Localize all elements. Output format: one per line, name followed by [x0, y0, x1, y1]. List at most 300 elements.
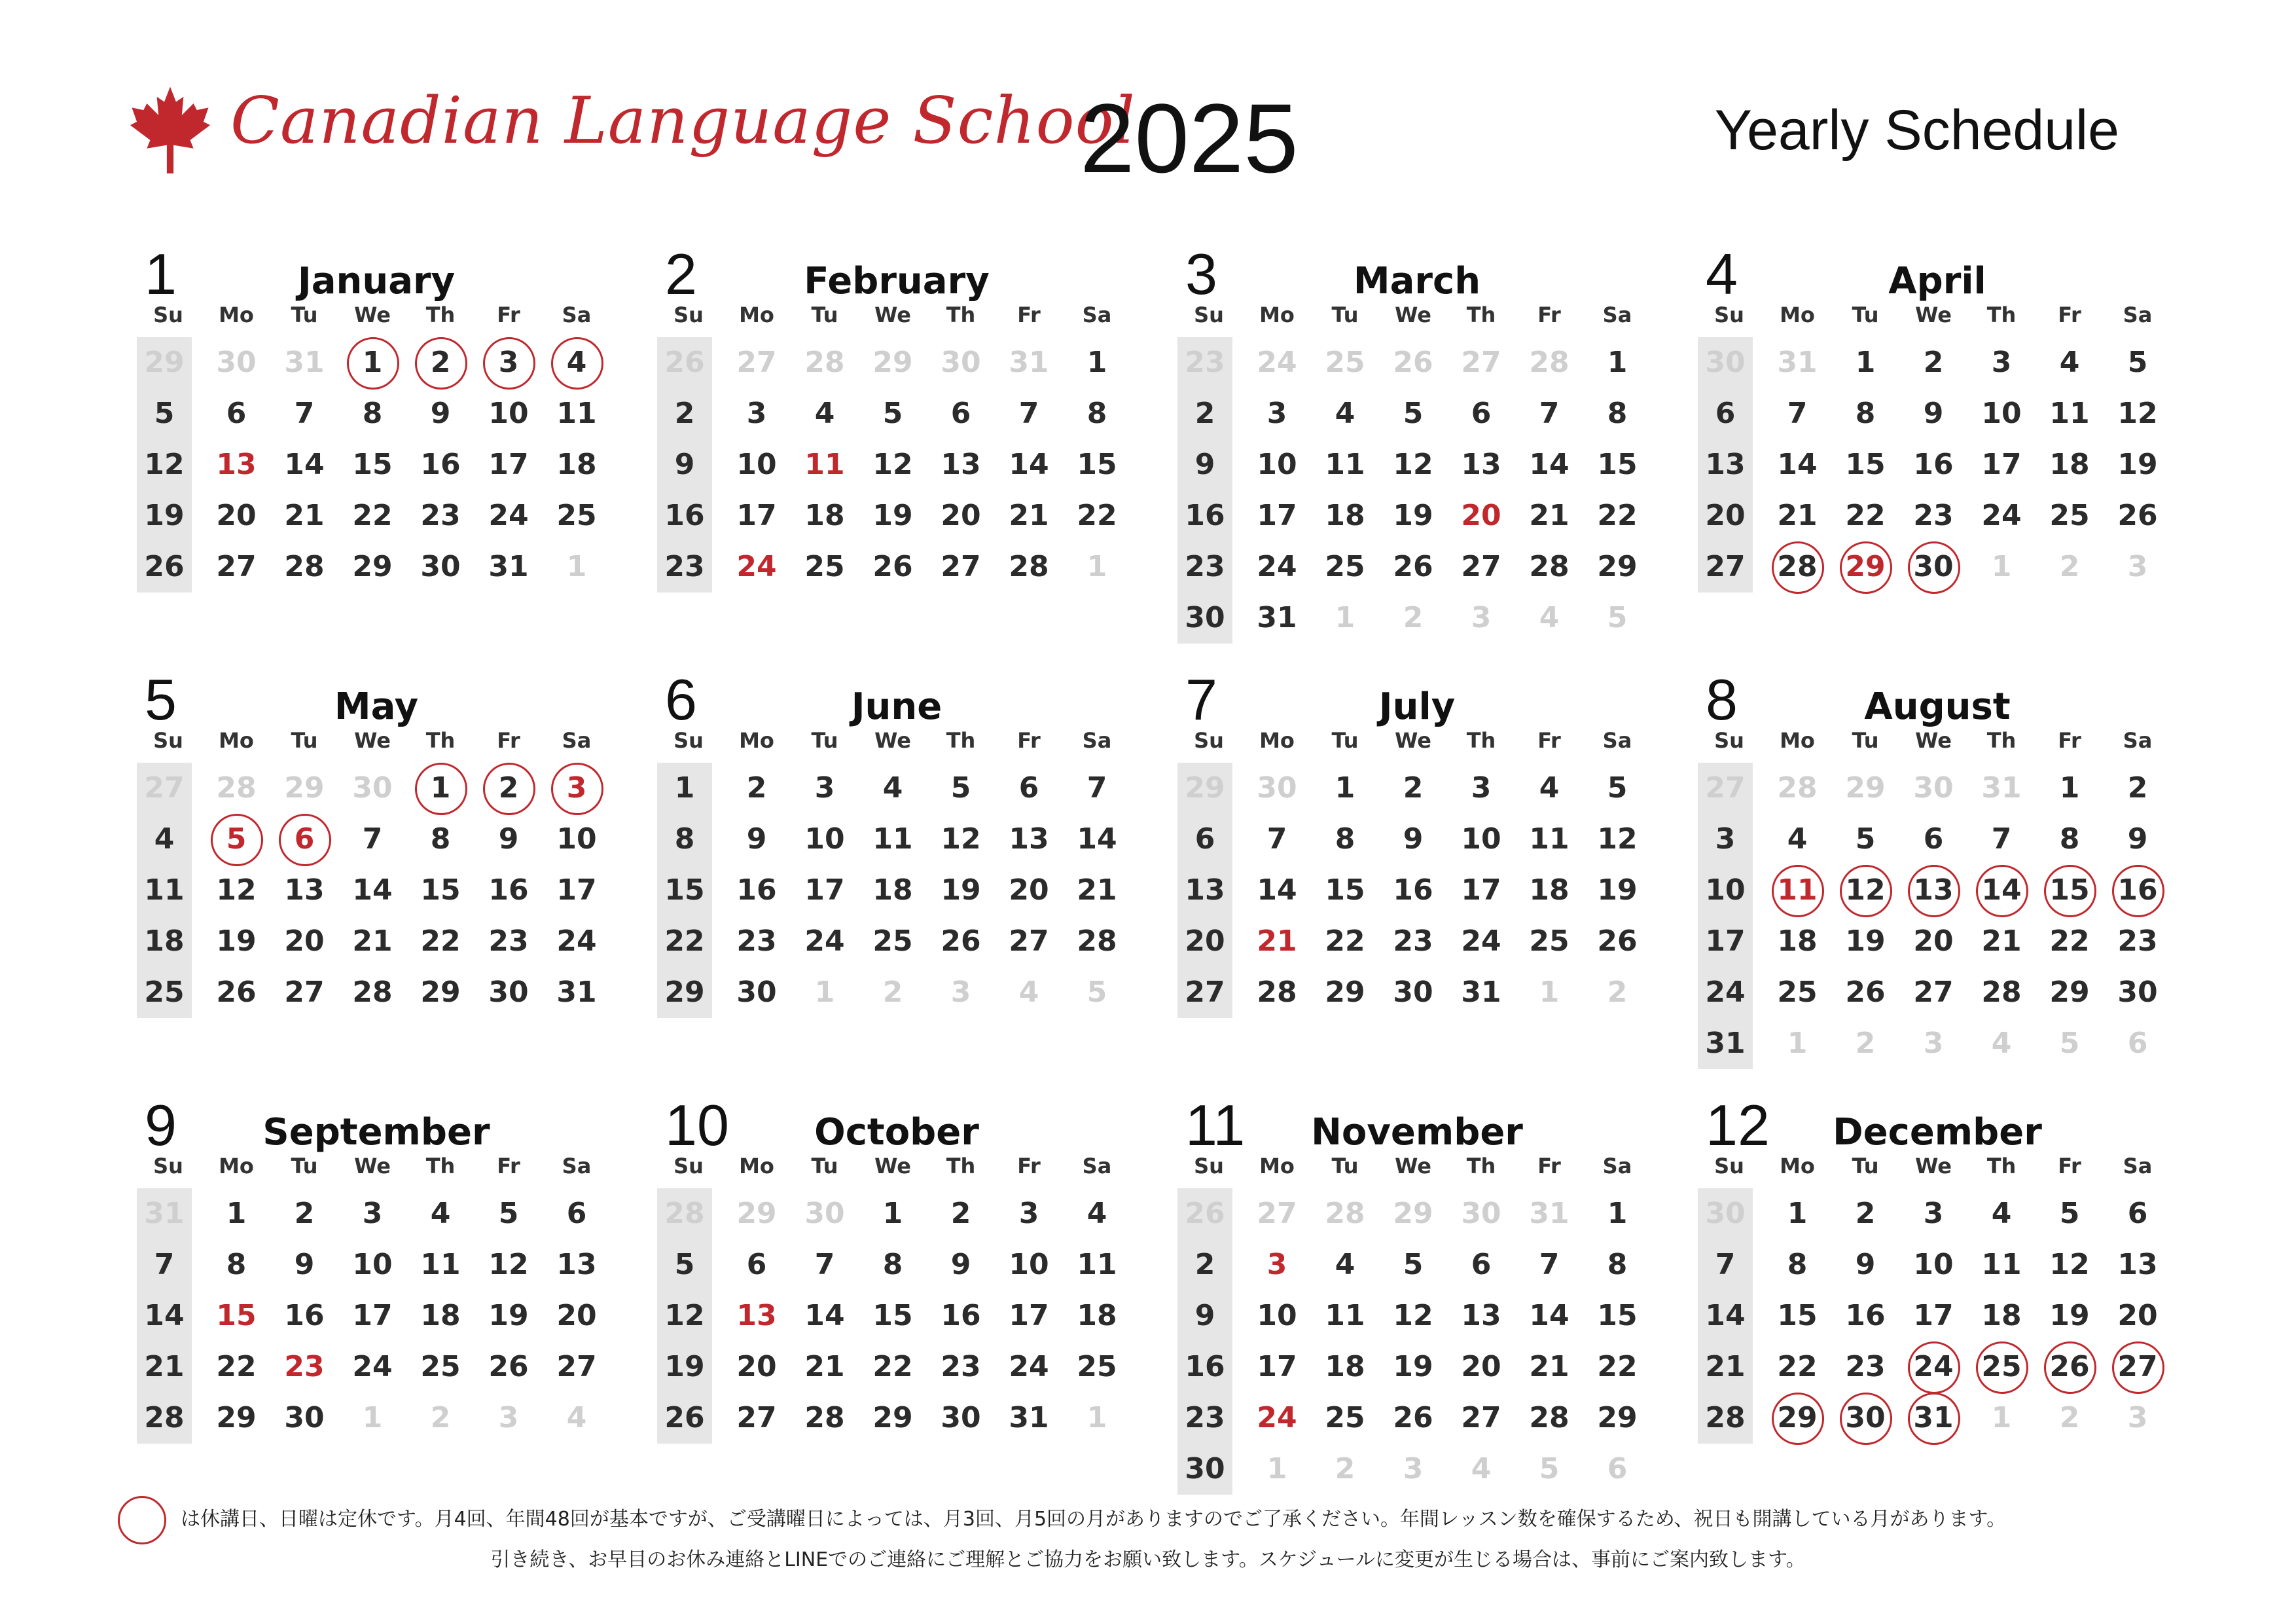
day-number: 2: [1855, 1027, 1876, 1060]
day-cell: [1695, 1188, 1755, 1239]
weekday-label: Fr: [497, 1154, 520, 1178]
day-number: 31: [488, 550, 529, 583]
day-number: 21: [144, 1350, 185, 1383]
closed-day-ring: [1976, 865, 2028, 917]
day-cell: [1447, 916, 1515, 967]
day-number: 9: [1194, 1299, 1215, 1332]
day-number: 6: [566, 1197, 587, 1230]
day-number: 21: [1257, 924, 1297, 958]
day-cell: [859, 388, 927, 439]
day-number: 25: [872, 924, 913, 958]
weekday-header: [1695, 301, 2179, 329]
day-cell: [406, 967, 475, 1018]
weekday-label: Tu: [811, 1154, 838, 1178]
day-number: 25: [1325, 550, 1365, 583]
day-number: 30: [941, 346, 981, 379]
day-number: 30: [1185, 1452, 1225, 1486]
day-cell: [1831, 490, 1899, 541]
day-number: 28: [1009, 550, 1049, 583]
day-number: 29: [144, 346, 185, 379]
weekday-label: Th: [1466, 302, 1496, 327]
day-cell: [1515, 593, 1583, 644]
day-number: 1: [1086, 1401, 1107, 1434]
day-number: 29: [352, 550, 393, 583]
day-number: 23: [420, 499, 461, 532]
day-number: 16: [1185, 1350, 1225, 1383]
day-number: 16: [1393, 873, 1433, 907]
day-number: 24: [1257, 550, 1297, 583]
weekday-label: Mo: [1780, 302, 1815, 327]
day-cell: [723, 1393, 791, 1444]
day-cell: [406, 1341, 475, 1393]
day-cell: [1695, 763, 1755, 814]
day-number: 4: [2059, 346, 2080, 379]
month-name: August: [1864, 685, 2011, 728]
day-cell: [134, 763, 194, 814]
day-cell: [859, 490, 927, 541]
day-cell: [338, 1393, 406, 1444]
day-number: 4: [1991, 1027, 2012, 1060]
footnote-line-1: は休講日、日曜は定休です。月4回、年間48回が基本ですが、ご受講曜日によっては、月3回、月5回の月がありますのでご了承ください。年間レッスン数を確保するため、祝日も開講している月があります。: [181, 1508, 2007, 1531]
day-number: 14: [1529, 448, 1570, 481]
day-cell: [1967, 967, 2036, 1018]
day-number: 29: [284, 771, 325, 805]
day-cell: [2104, 388, 2172, 439]
day-cell: [1583, 1341, 1651, 1393]
day-cell: [1515, 865, 1583, 916]
day-number: 10: [736, 448, 777, 481]
day-cell: [475, 916, 543, 967]
day-cell: [1175, 1444, 1235, 1495]
day-number: 30: [1913, 771, 1954, 805]
day-cell: [1967, 541, 2036, 593]
day-number: 13: [1913, 873, 1954, 907]
day-number: 28: [284, 550, 325, 583]
day-number: 22: [420, 924, 461, 958]
day-cell: [995, 763, 1063, 814]
month-name: December: [1833, 1111, 2042, 1154]
closed-day-ring: [279, 814, 331, 866]
day-number: 27: [736, 1401, 777, 1434]
day-cell: [1447, 1188, 1515, 1239]
day-cell: [543, 1188, 611, 1239]
day-cell: [927, 541, 995, 593]
day-number: 1: [1539, 976, 1560, 1009]
closed-day-cell: [543, 763, 611, 814]
day-number: 26: [2117, 499, 2158, 532]
day-number: 2: [2059, 550, 2080, 583]
closed-day-cell: [543, 337, 611, 388]
weekday-label: Su: [153, 1154, 183, 1178]
day-number: 20: [1009, 873, 1049, 907]
day-number: 28: [1777, 771, 1818, 805]
day-number: 30: [1705, 346, 1746, 379]
month-name: January: [297, 260, 456, 302]
day-number: 15: [1077, 448, 1117, 481]
day-number: 18: [1077, 1299, 1117, 1332]
day-cell: [723, 1341, 791, 1393]
day-number: 14: [352, 873, 393, 907]
day-number: 28: [804, 346, 845, 379]
day-cell: [2104, 541, 2172, 593]
day-cell: [406, 388, 475, 439]
day-number: 15: [2049, 873, 2090, 907]
closed-day-cell: [1763, 541, 1831, 593]
day-cell: [1515, 916, 1583, 967]
day-cell: [475, 1290, 543, 1341]
day-number: 11: [2049, 397, 2090, 430]
day-number: 3: [814, 771, 835, 805]
day-number: 16: [1913, 448, 1954, 481]
weekday-header: [1175, 726, 1659, 755]
day-number: 26: [216, 976, 257, 1009]
weekday-label: Su: [1194, 1154, 1224, 1178]
day-number: 9: [1194, 448, 1215, 481]
day-cell: [1831, 763, 1899, 814]
day-cell: [134, 1393, 194, 1444]
day-cell: [2036, 541, 2104, 593]
day-number: 26: [664, 346, 705, 379]
day-cell: [995, 967, 1063, 1018]
day-number: 1: [1787, 1027, 1808, 1060]
day-cell: [1515, 490, 1583, 541]
day-number: 17: [488, 448, 529, 481]
day-number: 2: [2127, 771, 2148, 805]
day-number: 17: [1913, 1299, 1954, 1332]
weekday-label: Sa: [1602, 728, 1632, 753]
day-cell: [927, 814, 995, 865]
day-number: 1: [1991, 550, 2012, 583]
day-number: 28: [216, 771, 257, 805]
day-number: 23: [1393, 924, 1433, 958]
day-cell: [859, 439, 927, 490]
day-cell: [1583, 439, 1651, 490]
day-cell: [134, 1290, 194, 1341]
closed-day-cell: [338, 337, 406, 388]
day-cell: [1311, 1188, 1379, 1239]
day-cell: [1243, 1444, 1311, 1495]
day-number: 9: [950, 1248, 971, 1281]
day-cell: [1447, 541, 1515, 593]
day-cell: [1583, 388, 1651, 439]
day-number: 27: [284, 976, 325, 1009]
day-cell: [1763, 1188, 1831, 1239]
day-number: 29: [1185, 771, 1225, 805]
day-cell: [1243, 865, 1311, 916]
day-number: 18: [1777, 924, 1818, 958]
day-number: 10: [1705, 873, 1746, 907]
day-number: 24: [488, 499, 529, 532]
day-number: 30: [488, 976, 529, 1009]
day-number: 7: [154, 1248, 175, 1281]
day-cell: [1763, 967, 1831, 1018]
day-number: 1: [882, 1197, 903, 1230]
day-cell: [1763, 814, 1831, 865]
day-number: 27: [556, 1350, 597, 1383]
day-cell: [1967, 763, 2036, 814]
weekday-label: Fr: [2058, 728, 2081, 753]
weekday-label: Mo: [219, 728, 254, 753]
day-number: 2: [430, 1401, 451, 1434]
day-cell: [202, 865, 270, 916]
day-cell: [927, 388, 995, 439]
closed-day-ring: [1840, 865, 1892, 917]
day-number: 1: [1086, 550, 1107, 583]
day-number: 5: [1855, 822, 1876, 856]
day-cell: [406, 814, 475, 865]
day-cell: [270, 541, 338, 593]
day-cell: [1695, 865, 1755, 916]
day-cell: [1899, 1018, 1967, 1069]
day-cell: [1967, 1393, 2036, 1444]
day-number: 26: [1393, 550, 1433, 583]
day-number: 23: [1845, 1350, 1886, 1383]
day-number: 20: [1705, 499, 1746, 532]
day-number: 15: [1325, 873, 1365, 907]
day-cell: [1311, 593, 1379, 644]
day-number: 1: [2059, 771, 2080, 805]
month-block: [1695, 1093, 2179, 1503]
weekday-label: Su: [1714, 728, 1744, 753]
day-number: 26: [872, 550, 913, 583]
day-cell: [202, 1341, 270, 1393]
weekday-label: Sa: [562, 728, 592, 753]
day-cell: [791, 388, 859, 439]
day-cell: [1583, 1444, 1651, 1495]
weekday-label: Th: [425, 302, 456, 327]
day-cell: [1175, 490, 1235, 541]
day-cell: [723, 763, 791, 814]
day-number: 28: [1981, 976, 2022, 1009]
day-number: 25: [1529, 924, 1570, 958]
day-number: 27: [1009, 924, 1049, 958]
weekday-label: Th: [946, 302, 976, 327]
day-number: 27: [1705, 771, 1746, 805]
day-cell: [1583, 541, 1651, 593]
day-cell: [859, 1393, 927, 1444]
day-cell: [2036, 1290, 2104, 1341]
closed-day-ring: [1908, 865, 1960, 917]
day-cell: [1311, 541, 1379, 593]
day-number: 4: [882, 771, 903, 805]
weekday-label: Mo: [739, 302, 774, 327]
day-number: 29: [420, 976, 461, 1009]
day-number: 11: [556, 397, 597, 430]
day-number: 16: [736, 873, 777, 907]
day-cell: [543, 388, 611, 439]
day-number: 3: [1266, 397, 1287, 430]
day-number: 14: [1529, 1299, 1570, 1332]
day-cell: [1243, 814, 1311, 865]
day-cell: [1447, 967, 1515, 1018]
day-cell: [543, 1393, 611, 1444]
day-number: 7: [814, 1248, 835, 1281]
day-cell: [927, 439, 995, 490]
day-number: 25: [1777, 976, 1818, 1009]
day-cell: [1311, 337, 1379, 388]
day-cell: [406, 1393, 475, 1444]
day-number: 24: [556, 924, 597, 958]
weekday-label: Fr: [1537, 728, 1561, 753]
day-cell: [1515, 763, 1583, 814]
day-number: 31: [1461, 976, 1501, 1009]
month-name: May: [334, 685, 419, 728]
day-cell: [2104, 967, 2172, 1018]
month-number: 4: [1706, 242, 1738, 306]
day-cell: [1967, 814, 2036, 865]
day-cell: [2104, 1239, 2172, 1290]
day-cell: [1515, 1393, 1583, 1444]
day-cell: [202, 490, 270, 541]
holiday-day-cell: [1447, 490, 1515, 541]
day-number: 16: [2117, 873, 2158, 907]
day-number: 11: [1529, 822, 1570, 856]
weekday-header: [134, 1152, 619, 1180]
day-cell: [338, 1341, 406, 1393]
weekday-label: Sa: [1082, 728, 1112, 753]
day-number: 15: [1597, 448, 1638, 481]
weekday-label: We: [1395, 302, 1431, 327]
weekday-label: We: [874, 728, 911, 753]
day-number: 5: [882, 397, 903, 430]
day-number: 2: [430, 346, 451, 379]
weekday-label: Fr: [2058, 302, 2081, 327]
weekday-label: We: [354, 728, 391, 753]
day-number: 19: [2117, 448, 2158, 481]
day-number: 8: [1607, 397, 1628, 430]
day-cell: [1583, 865, 1651, 916]
day-cell: [1695, 439, 1755, 490]
day-cell: [2036, 763, 2104, 814]
weekday-label: Su: [673, 728, 704, 753]
day-cell: [543, 439, 611, 490]
day-cell: [1763, 916, 1831, 967]
day-cell: [202, 541, 270, 593]
day-number: 8: [2059, 822, 2080, 856]
day-cell: [1899, 916, 1967, 967]
day-cell: [270, 967, 338, 1018]
day-cell: [338, 814, 406, 865]
day-cell: [1831, 439, 1899, 490]
day-number: 3: [1471, 601, 1492, 634]
day-cell: [1175, 337, 1235, 388]
day-number: 8: [674, 822, 695, 856]
day-cell: [2104, 490, 2172, 541]
day-number: 3: [498, 346, 519, 379]
day-number: 28: [352, 976, 393, 1009]
day-number: 5: [1607, 771, 1628, 805]
day-number: 6: [1923, 822, 1944, 856]
day-cell: [1515, 1188, 1583, 1239]
month-number: 5: [145, 667, 177, 732]
day-cell: [2104, 1393, 2172, 1444]
day-cell: [2104, 763, 2172, 814]
day-number: 19: [941, 873, 981, 907]
day-number: 16: [941, 1299, 981, 1332]
day-cell: [1967, 1018, 2036, 1069]
day-cell: [791, 814, 859, 865]
day-cell: [1243, 1290, 1311, 1341]
day-number: 26: [488, 1350, 529, 1383]
weekday-label: Sa: [1602, 302, 1632, 327]
day-number: 12: [2049, 1248, 2090, 1281]
closed-day-cell: [406, 763, 475, 814]
month-name: October: [814, 1111, 979, 1154]
month-name: July: [1378, 685, 1456, 728]
day-number: 5: [1086, 976, 1107, 1009]
day-number: 27: [736, 346, 777, 379]
day-number: 31: [556, 976, 597, 1009]
day-cell: [1967, 1188, 2036, 1239]
holiday-day-cell: [1243, 1239, 1311, 1290]
day-cell: [1311, 865, 1379, 916]
day-number: 14: [1705, 1299, 1746, 1332]
day-cell: [1063, 763, 1131, 814]
day-number: 14: [144, 1299, 185, 1332]
day-number: 26: [144, 550, 185, 583]
day-number: 26: [1185, 1197, 1225, 1230]
day-number: 29: [1597, 1401, 1638, 1434]
day-cell: [1967, 1239, 2036, 1290]
weekday-label: Mo: [1259, 728, 1295, 753]
weekday-label: Fr: [1017, 302, 1041, 327]
day-cell: [1175, 967, 1235, 1018]
day-cell: [1515, 541, 1583, 593]
day-cell: [1695, 1393, 1755, 1444]
day-number: 1: [1607, 346, 1628, 379]
day-cell: [1379, 1444, 1447, 1495]
day-cell: [1243, 439, 1311, 490]
day-number: 10: [1257, 1299, 1297, 1332]
day-cell: [791, 1188, 859, 1239]
closed-day-ring: [415, 763, 467, 815]
day-number: 30: [216, 346, 257, 379]
day-cell: [1311, 1239, 1379, 1290]
day-number: 7: [1539, 1248, 1560, 1281]
day-number: 2: [2059, 1401, 2080, 1434]
weekday-label: Mo: [1259, 302, 1295, 327]
day-cell: [655, 1290, 715, 1341]
day-number: 29: [1597, 550, 1638, 583]
day-cell: [1379, 593, 1447, 644]
day-number: 1: [226, 1197, 247, 1230]
day-cell: [859, 1341, 927, 1393]
day-cell: [1695, 1239, 1755, 1290]
day-number: 13: [1705, 448, 1746, 481]
day-number: 28: [1705, 1401, 1746, 1434]
day-number: 22: [352, 499, 393, 532]
day-number: 19: [1393, 499, 1433, 532]
day-cell: [338, 490, 406, 541]
day-cell: [995, 1393, 1063, 1444]
day-cell: [995, 1188, 1063, 1239]
day-cell: [927, 967, 995, 1018]
day-cell: [338, 388, 406, 439]
day-number: 14: [1077, 822, 1117, 856]
closed-day-cell: [1763, 1393, 1831, 1444]
weekday-header: [1695, 726, 2179, 755]
day-number: 17: [1461, 873, 1501, 907]
holiday-day-cell: [723, 541, 791, 593]
day-cell: [1695, 1341, 1755, 1393]
day-cell: [202, 763, 270, 814]
day-cell: [1831, 814, 1899, 865]
day-number: 14: [804, 1299, 845, 1332]
day-cell: [1583, 1393, 1651, 1444]
weekday-label: Su: [1714, 302, 1744, 327]
day-number: 23: [1185, 346, 1225, 379]
day-cell: [2036, 814, 2104, 865]
